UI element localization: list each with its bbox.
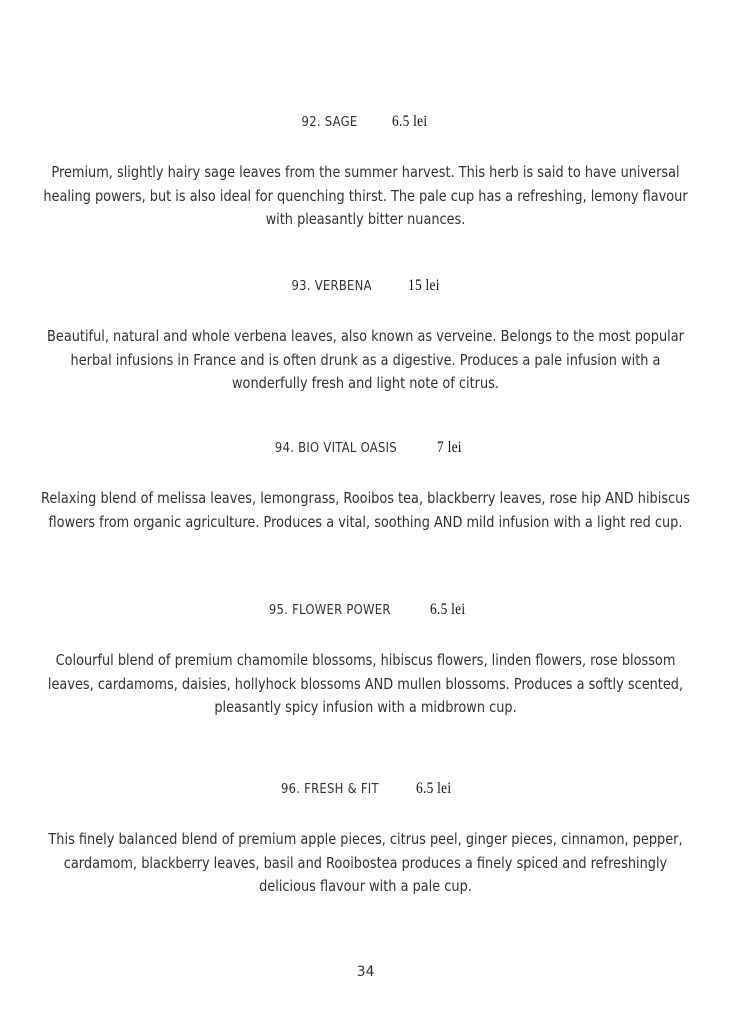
item-description-text: Colourful blend of premium chamomile blossoms, hibiscus flowers, linden flowers, rose blossom leaves, cardamoms, daisies, hollyhock blossoms AND mullen blossoms. Produces a softly scented, pleasantly spicy infusion with a midbrown cup.	[47, 651, 684, 716]
item-description-text: This finely balanced blend of premium apple pieces, citrus peel, ginger pieces, cinnamon, pepper, cardamom, blackberry leaves, basil and Rooibostea produces a finely spiced and refreshingly delicious flavour with a pale cup.	[48, 830, 683, 895]
menu-item-sage	[40, 111, 691, 232]
item-name: 92. SAGE	[301, 114, 358, 130]
item-price: 6.5 lei	[430, 601, 466, 618]
item-description	[40, 161, 691, 232]
item-price: 6.5 lei	[391, 113, 428, 130]
item-header	[40, 111, 691, 133]
item-description	[40, 649, 691, 720]
item-header	[40, 778, 691, 800]
menu-item-fresh-and-fit	[40, 778, 691, 899]
item-name: 96. FRESH & FIT	[280, 781, 379, 797]
item-description-text: Beautiful, natural and whole verbena leaves, also known as verveine. Belongs to the most popular herbal infusions in France and is often drunk as a digestive. Produces a pale infusion with a wonderfully fresh and light note of citrus.	[47, 327, 684, 392]
item-price: 6.5 lei	[416, 780, 452, 797]
item-price: 7 lei	[436, 439, 462, 456]
item-description	[40, 487, 691, 534]
item-description-text: Relaxing blend of melissa leaves, lemongrass, Rooibos tea, blackberry leaves, rose hip AND hibiscus flowers from organic agriculture. Produces a vital, soothing AND mild infusion with a light red cup.	[40, 489, 691, 531]
menu-item-verbena	[40, 275, 691, 396]
item-name: 94. BIO VITAL OASIS	[274, 440, 397, 456]
item-name: 95. FLOWER POWER	[268, 602, 391, 618]
item-description	[40, 828, 691, 899]
item-header	[40, 599, 691, 621]
item-header	[40, 275, 691, 297]
page-number: 34	[356, 964, 375, 980]
item-price: 15 lei	[408, 277, 441, 294]
menu-item-flower-power	[40, 599, 691, 720]
menu-item-bio-vital-oasis	[40, 437, 691, 534]
item-name: 93. VERBENA	[291, 278, 372, 294]
item-description	[40, 325, 691, 396]
item-header	[40, 437, 691, 459]
item-description-text: Premium, slightly hairy sage leaves from the summer harvest. This herb is said to have universal healing powers, but is also ideal for quenching thirst. The pale cup has a refreshing, lemony flavour with pleasantly bitter nuances.	[43, 163, 688, 228]
